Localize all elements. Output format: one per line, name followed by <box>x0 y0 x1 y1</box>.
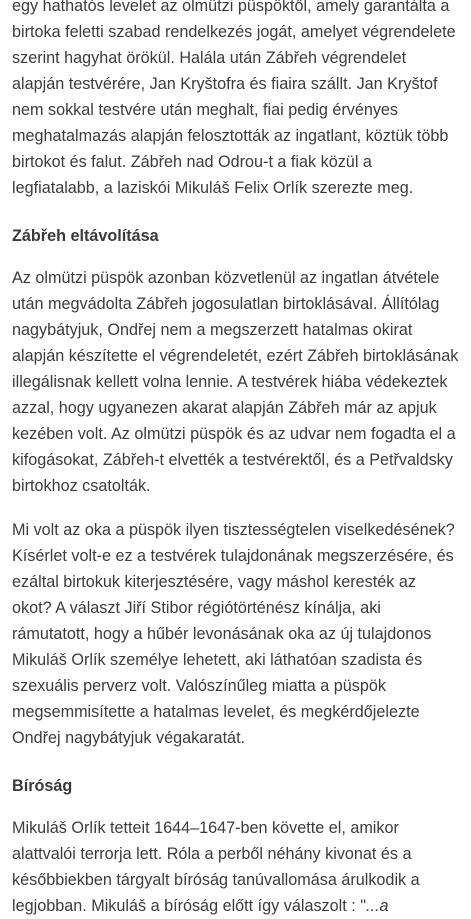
section-heading-court: Bíróság <box>12 777 73 795</box>
paragraph-court <box>12 815 459 919</box>
paragraph-bishop-motive: Mi volt az oka a püspök ilyen tisztességtelen viselkedésének? Kísérlet volt-e ez a testvérek tulajdonának megszerzésére, és ezáltal birtokuk kiterjesztésére, vagy máshol keresték az okot? A választ Jiří Stibor régiótörténész kínálja, aki rámutatott, hogy a hűbér levonásának oka az új tulajdonos Mikuláš Orlík személye lehetett, aki láthatóan szadista és szexuális perverz volt. Valószínűleg miatta a püspök megsemmisítette a hatalmas levelet, és megkérdőjelezte Ondřej nagybátyjuk végakaratát. <box>12 521 455 747</box>
section-heading-zabreh-removal: Zábřeh eltávolítása <box>12 227 159 245</box>
court-quote-text: ...a <box>365 897 389 915</box>
paragraph-court-text: Mikuláš Orlík tetteit 1644–1647-ben követte el, amikor alattvalói terrorja lett. Róla a perből néhány kivonat és a későbbiekben tárgyalt bíróság tanúvallomása árulkodik a legjobban. Mikuláš a bíróság előtt így válaszolt : " <box>12 819 420 915</box>
paragraph-bishop-accusation: Az olmützi püspök azonban közvetlenül az ingatlan átvétele után megvádolta Zábřeh jogosulatlan birtoklásával. Állítólag nagybátyjuk, Ondřej nem a megszerzett hatalmas okirat alapján készítette el végrendeletét, ezért Zábřeh birtoklásának illegálisnak kellett volna lennie. A testvérek hiába védekeztek azzal, hogy ugyanezen akarat alapján Zábřeh már az apjuk kezében volt. Az olmützi püspök és az udvar nem fogadta el a kifogásokat, Zábřeh-t elvették a testvérektől, és a Petřvaldsky birtokhoz csatolták. <box>12 269 459 495</box>
paragraph-inheritance: egy hathatós levelet az olmützi püspöktől, amely garantálta a birtoka feletti szabad rendelkezés jogát, amelyet végrendelete szerint hagyhat örökül. Halála után Zábřeh végrendelet alapján testvérére, Jan Kryštofra és fiaira szállt. Jan Kryštof nem sokkal testvére után meghalt, fiai pedig érvényes meghatalmazás alapján felosztották az ingatlant, köztük több birtokot és falut. Zábřeh nad Odrou-t a fiak közül a legfiatalabb, a laziskói Mikuláš Felix Orlík szerezte meg. <box>12 0 456 197</box>
